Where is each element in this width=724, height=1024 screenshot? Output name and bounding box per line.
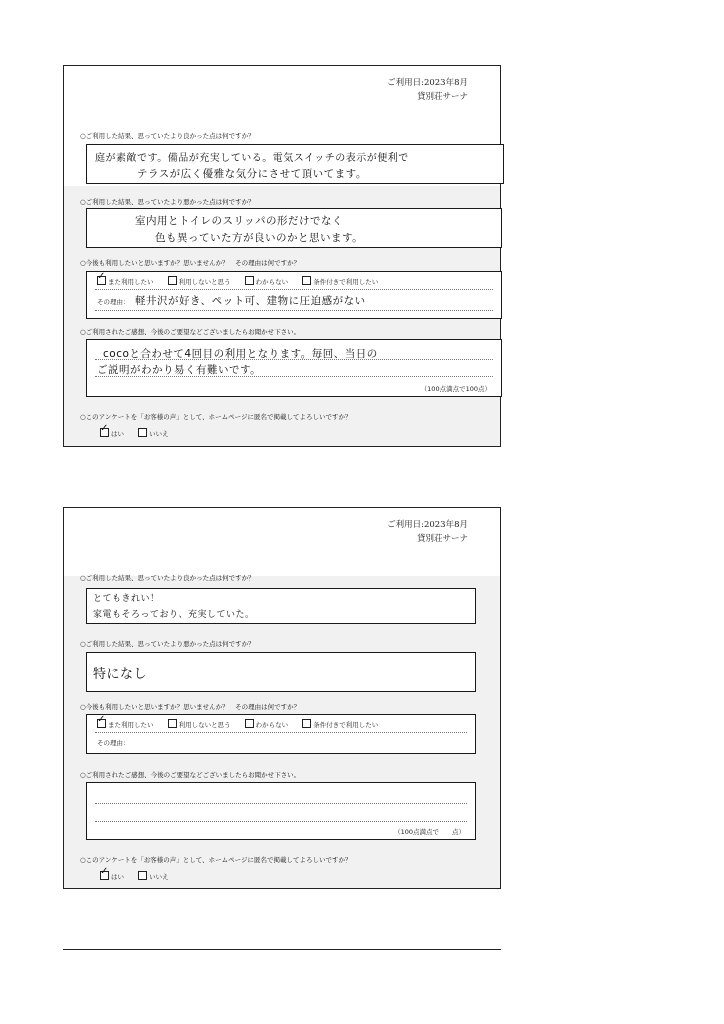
option-will-not-reuse[interactable]: 利用しないと思う: [168, 719, 231, 729]
footer-divider: [63, 949, 501, 950]
reuse-options: [97, 276, 390, 286]
divider: [95, 732, 467, 733]
option-unsure[interactable]: わからない: [245, 276, 289, 286]
checkbox-icon[interactable]: [302, 276, 311, 285]
answer-box-good-points: [86, 588, 476, 624]
answer-box-reuse: [86, 271, 502, 319]
handwritten-feedback: cocoと合わせて4回目の利用となります。毎回、当日の: [103, 348, 378, 360]
option-no[interactable]: いいえ: [138, 428, 169, 438]
question-good-points: ○ご利用した結果、思っていたより良かった点は何ですか？: [80, 132, 255, 140]
handwritten-feedback: ご説明がわかり易く有難いです。: [97, 364, 262, 376]
survey-sheet-1: [63, 65, 501, 447]
handwritten-answer: とてもきれい！: [93, 594, 160, 604]
question-feedback: ○ご利用されたご感想、今後のご要望などございましたらお聞かせ下さい。: [80, 328, 301, 336]
handwritten-answer: 家電もそろっており、充実していた。: [93, 610, 255, 620]
option-yes[interactable]: ✓はい: [100, 871, 124, 881]
divider: [95, 376, 493, 377]
checkbox-icon[interactable]: [245, 719, 254, 728]
option-will-not-reuse[interactable]: 利用しないと思う: [168, 276, 231, 286]
divider: [95, 289, 493, 290]
question-bad-points: ○ご利用した結果、思っていたより悪かった点は何ですか？: [80, 640, 255, 648]
question-bad-points: ○ご利用した結果、思っていたより悪かった点は何ですか？: [80, 198, 255, 206]
handwritten-answer: 特になし: [93, 667, 148, 682]
answer-box-good-points: [86, 144, 504, 184]
survey-sheet-2: [63, 507, 501, 889]
divider: [95, 821, 467, 822]
reason-label: その理由：: [97, 739, 130, 747]
score-text: （100点満点で100点）: [420, 385, 491, 393]
question-good-points: ○ご利用した結果、思っていたより良かった点は何ですか？: [80, 574, 255, 582]
answer-box-feedback: [86, 782, 476, 840]
question-publish-consent: ○このアンケートを「お客様の声」として、ホームページに匿名で掲載してよろしいですか？: [80, 413, 352, 421]
answer-box-bad-points: [86, 208, 502, 248]
checkbox-icon[interactable]: [138, 428, 147, 437]
reason-label: その理由：: [97, 298, 130, 306]
option-unsure[interactable]: わからない: [245, 719, 289, 729]
facility-name: 貸別荘サーナ: [416, 534, 468, 544]
handwritten-answer: テラスが広く優雅な気分にさせて頂いてます。: [137, 168, 367, 180]
option-conditional[interactable]: 条件付きで利用したい: [302, 276, 378, 286]
handwritten-answer: 庭が素敵です。備品が充実している。電気スイッチの表示が便利で: [95, 153, 409, 164]
divider: [95, 310, 493, 311]
facility-name: 貸別荘サーナ: [416, 92, 468, 102]
checkbox-icon[interactable]: [168, 276, 177, 285]
option-will-reuse[interactable]: ✓また利用したい: [97, 719, 154, 729]
option-yes[interactable]: ✓はい: [100, 428, 124, 438]
reuse-options: [97, 719, 390, 729]
handwritten-reason: 軽井沢が好き、ペット可、建物に圧迫感がない: [135, 295, 366, 307]
answer-box-reuse: [86, 714, 476, 754]
divider: [95, 803, 467, 804]
checkbox-checked-icon[interactable]: [100, 428, 109, 437]
question-reuse: ○今後も利用したいと思いますか？思いませんか？ その理由は何ですか？: [80, 259, 301, 267]
checkbox-checked-icon[interactable]: [97, 276, 106, 285]
usage-date: ご利用日:2023年8月: [387, 78, 468, 88]
consent-options: [100, 871, 181, 881]
question-feedback: ○ご利用されたご感想、今後のご要望などございましたらお聞かせ下さい。: [80, 771, 301, 779]
score-text: （100点満点で 点）: [394, 828, 465, 836]
option-conditional[interactable]: 条件付きで利用したい: [302, 719, 378, 729]
option-no[interactable]: いいえ: [138, 871, 169, 881]
handwritten-answer: 室内用とトイレのスリッパの形だけでなく: [135, 215, 344, 227]
divider: [95, 359, 493, 360]
checkbox-icon[interactable]: [302, 719, 311, 728]
handwritten-answer: 色も異っていた方が良いのかと思います。: [155, 232, 364, 244]
checkbox-icon[interactable]: [138, 871, 147, 880]
checkbox-icon[interactable]: [168, 719, 177, 728]
checkbox-icon[interactable]: [245, 276, 254, 285]
question-reuse: ○今後も利用したいと思いますか？思いませんか？ その理由は何ですか？: [80, 703, 301, 711]
option-will-reuse[interactable]: ✓また利用したい: [97, 276, 154, 286]
answer-box-bad-points: [86, 652, 476, 692]
question-publish-consent: ○このアンケートを「お客様の声」として、ホームページに匿名で掲載してよろしいですか？: [80, 856, 352, 864]
answer-box-feedback: [86, 339, 502, 397]
consent-options: [100, 428, 181, 438]
checkbox-checked-icon[interactable]: [100, 871, 109, 880]
usage-date: ご利用日:2023年8月: [387, 520, 468, 530]
checkbox-checked-icon[interactable]: [97, 719, 106, 728]
